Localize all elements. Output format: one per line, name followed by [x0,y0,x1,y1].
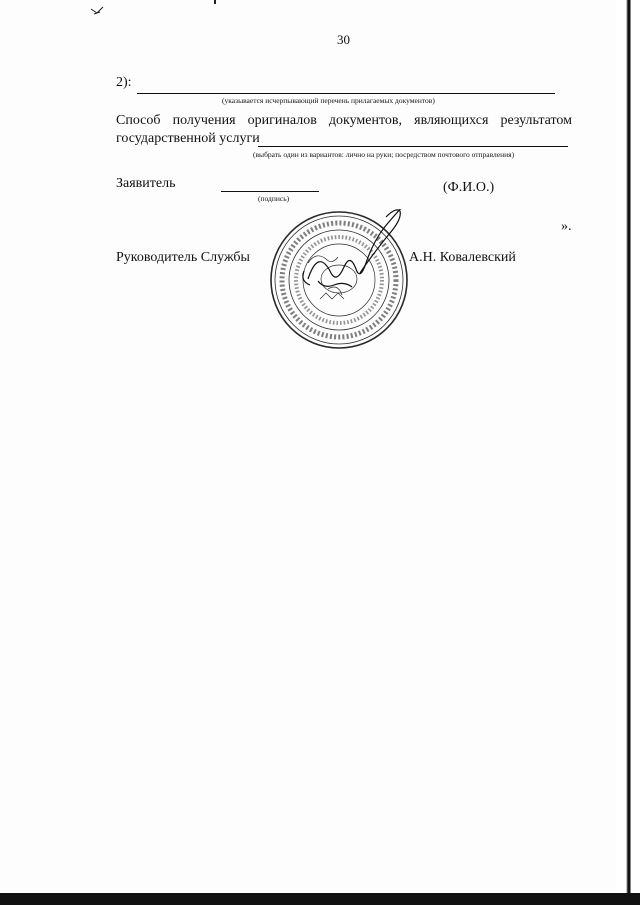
closing-quote: ». [561,219,572,234]
official-stamp [268,209,410,351]
method-line1: Способ получения оригиналов документов, являющихся результатом [116,113,572,128]
page-number: 30 [337,32,350,47]
signature-line [221,191,319,192]
scan-right-edge [616,0,640,905]
scan-artifact [90,3,110,15]
signature-hint: (подпись) [258,194,290,203]
scan-artifact-dot [214,0,216,4]
method-line2: государственной услуги [116,131,260,146]
head-title: Руководитель Службы [116,250,250,265]
scan-bottom-edge [0,893,640,905]
method-fill-line [258,146,568,147]
item2-hint: (указывается исчерпывающий перечень прилагаемых документов) [222,96,435,105]
item2-fill-line [137,93,555,94]
item2-label: 2): [116,75,132,90]
fio-label: (Ф.И.О.) [443,180,495,195]
applicant-label: Заявитель [116,176,176,191]
head-name: А.Н. Ковалевский [409,250,516,265]
method-hint: (выбрать один из вариантов: лично на руки; посредством почтового отправления) [253,150,515,159]
